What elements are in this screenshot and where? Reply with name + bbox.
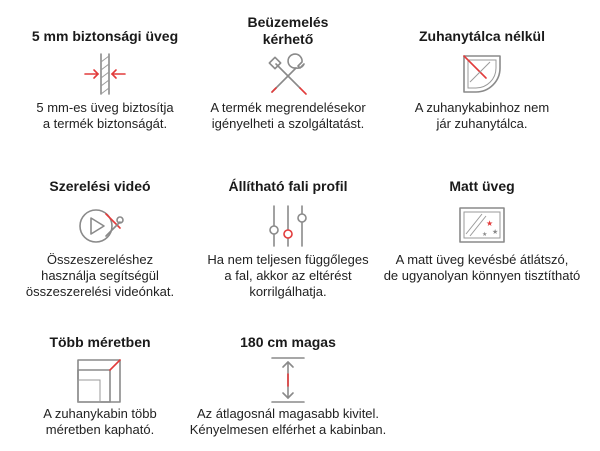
feature-adjustable-profile: [188, 178, 388, 308]
feature-description: [188, 406, 388, 438]
feature-title: Szerelési videó: [49, 178, 151, 194]
description-line: A matt üveg kevésbé átlátszó,: [395, 252, 569, 267]
feature-description: [188, 100, 388, 132]
description-line: méretben kapható.: [45, 422, 155, 437]
description-line: Összeszereléshez: [46, 252, 154, 267]
feature-safety-glass: [5, 28, 205, 138]
feature-matte-glass: [382, 178, 582, 308]
multiple-sizes-icon: [74, 354, 126, 406]
safety-glass-icon: [79, 48, 131, 100]
installation-tools-icon: [262, 50, 314, 102]
feature-title: Több méretben: [49, 334, 151, 350]
no-shower-tray-icon: [456, 48, 508, 100]
feature-description: [0, 406, 200, 438]
feature-assembly-video: [0, 178, 200, 308]
description-line: 5 mm-es üveg biztosítja: [36, 100, 174, 115]
feature-description: [382, 252, 582, 284]
feature-description: [188, 252, 388, 300]
description-line: igényelheti a szolgáltatást.: [211, 116, 365, 131]
title-line: Beüzemelés: [247, 14, 329, 30]
feature-title: 5 mm biztonsági üveg: [31, 28, 179, 44]
feature-title: 180 cm magas: [240, 334, 336, 350]
height-icon: [262, 354, 314, 406]
description-line: A zuhanykabin több: [43, 406, 157, 421]
description-line: a fal, akkor az eltérést: [224, 268, 352, 283]
adjustable-profile-icon: [262, 200, 314, 252]
description-line: használja segítségül: [41, 268, 159, 283]
description-line: de ugyanolyan könnyen tisztítható: [383, 268, 581, 283]
description-line: a termék biztonságát.: [42, 116, 168, 131]
feature-multiple-sizes: [0, 334, 200, 444]
title-line: kérhető: [262, 31, 314, 47]
description-line: Kényelmesen elférhet a kabinban.: [189, 422, 387, 437]
description-line: összeszerelési videónkat.: [25, 284, 175, 299]
feature-description: [5, 100, 205, 132]
description-line: Az átlagosnál magasabb kivitel.: [196, 406, 380, 421]
feature-title: Állítható fali profil: [228, 178, 348, 194]
feature-description: [382, 100, 582, 132]
feature-title: Zuhanytálca nélkül: [418, 28, 546, 44]
feature-height: [188, 334, 388, 444]
feature-title: Matt üveg: [449, 178, 515, 194]
description-line: A termék megrendelésekor: [210, 100, 366, 115]
description-line: jár zuhanytálca.: [436, 116, 528, 131]
description-line: korrilgálhatja.: [249, 284, 327, 299]
svg-text:★: ★: [486, 219, 494, 228]
feature-installation: [188, 14, 388, 138]
feature-description: [0, 252, 200, 300]
svg-text:★: ★: [482, 231, 488, 238]
matte-glass-icon: [456, 200, 508, 252]
description-line: A zuhanykabinhoz nem: [414, 100, 550, 115]
description-line: Ha nem teljesen függőleges: [207, 252, 369, 267]
feature-no-shower-tray: [382, 28, 582, 138]
svg-text:★: ★: [492, 228, 499, 236]
feature-title: [188, 14, 388, 48]
assembly-video-icon: [74, 200, 126, 252]
